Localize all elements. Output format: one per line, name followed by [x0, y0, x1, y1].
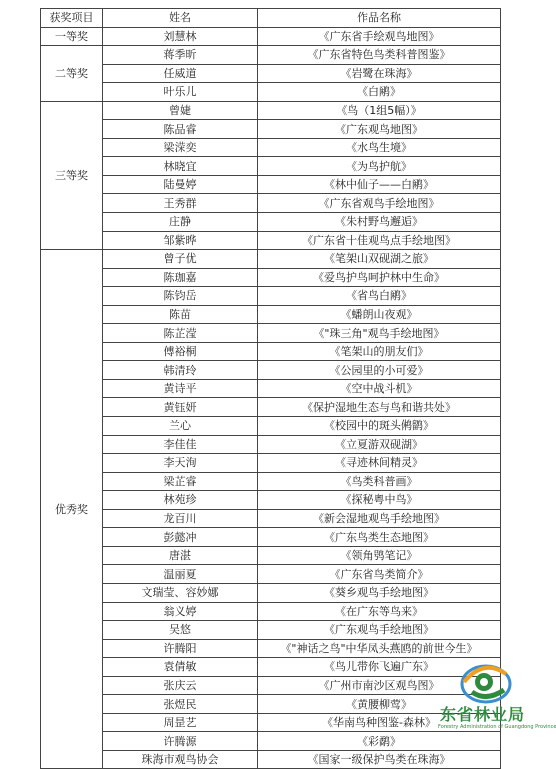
table-row — [41, 342, 501, 361]
work-title-cell: 《岩鹭在珠海》 — [258, 64, 501, 83]
table-row — [41, 565, 501, 584]
winner-name-cell: 庄静 — [103, 213, 258, 232]
winner-name-cell: 唐湛 — [103, 546, 258, 565]
work-title-cell: 《省鸟白鹇》 — [258, 287, 501, 306]
table-row — [41, 509, 501, 528]
award-level-cell: 三等奖 — [41, 101, 103, 249]
table-row — [41, 120, 501, 139]
winner-name-cell: 蒋季昕 — [103, 46, 258, 65]
winner-name-cell: 叶乐儿 — [103, 83, 258, 102]
table-row — [41, 213, 501, 232]
winner-name-cell: 李天洵 — [103, 454, 258, 473]
winner-name-cell: 张煜民 — [103, 695, 258, 714]
winner-name-cell: 林苑珍 — [103, 491, 258, 510]
winner-name-cell: 陈珈嘉 — [103, 268, 258, 287]
work-title-cell: 《空中战斗机》 — [258, 379, 501, 398]
winner-name-cell: 梁芷睿 — [103, 472, 258, 491]
table-row — [41, 417, 501, 436]
table-row — [41, 435, 501, 454]
work-title-cell: 《"神话之鸟"中华凤头燕鸥的前世今生》 — [258, 639, 501, 658]
award-level-cell: 二等奖 — [41, 46, 103, 102]
work-title-cell: 《广东鸟类生态地图》 — [258, 528, 501, 547]
winner-name-cell: 袁倩敏 — [103, 658, 258, 677]
winner-name-cell: 邹紫晔 — [103, 231, 258, 250]
winner-name-cell: 翁义婷 — [103, 602, 258, 621]
winner-name-cell: 吴悠 — [103, 621, 258, 640]
table-row — [41, 379, 501, 398]
work-title-cell: 《广东省手绘观鸟地图》 — [258, 27, 501, 46]
work-title-cell: 《爱鸟护鸟呵护林中生命》 — [258, 268, 501, 287]
winner-name-cell: 黄诗平 — [103, 379, 258, 398]
table-row — [41, 454, 501, 473]
table-row — [41, 305, 501, 324]
winner-name-cell: 许腾阳 — [103, 639, 258, 658]
table-row — [41, 361, 501, 380]
winner-name-cell: 陈芷滢 — [103, 324, 258, 343]
work-title-cell: 《葵乡观鸟手绘地图》 — [258, 583, 501, 602]
table-row — [41, 546, 501, 565]
logo-subtitle: Forestry Administration of Guangdong Province — [438, 724, 556, 730]
work-title-cell: 《笔架山的朋友们》 — [258, 342, 501, 361]
table-row — [41, 472, 501, 491]
forestry-logo — [402, 652, 556, 742]
table-row — [41, 268, 501, 287]
table-row — [41, 231, 501, 250]
table-row — [41, 491, 501, 510]
table-row — [41, 64, 501, 83]
header-name: 姓名 — [103, 9, 258, 28]
table-row — [41, 175, 501, 194]
work-title-cell: 《"珠三角"观鸟手绘地图》 — [258, 324, 501, 343]
work-title-cell: 《国家一级保护鸟类在珠海》 — [258, 750, 501, 769]
winner-name-cell: 曾子优 — [103, 250, 258, 269]
table-header-row — [41, 9, 501, 28]
table-row — [41, 83, 501, 102]
work-title-cell: 《广州市南沙区观鸟图》 — [258, 676, 501, 695]
work-title-cell: 《校园中的斑头鸺鹠》 — [258, 417, 501, 436]
table-row — [41, 287, 501, 306]
winner-name-cell: 陈品睿 — [103, 120, 258, 139]
table-row — [41, 621, 501, 640]
work-title-cell: 《水鸟生境》 — [258, 138, 501, 157]
work-title-cell: 《朱村野鸟邂逅》 — [258, 213, 501, 232]
winner-name-cell: 温丽夏 — [103, 565, 258, 584]
table-row — [41, 138, 501, 157]
winner-name-cell: 任威道 — [103, 64, 258, 83]
work-title-cell: 《华南鸟种图鉴-森林》 — [258, 713, 501, 732]
table-row — [41, 194, 501, 213]
winner-name-cell: 陈钧岳 — [103, 287, 258, 306]
work-title-cell: 《寻迹林间精灵》 — [258, 454, 501, 473]
table-row — [41, 101, 501, 120]
work-title-cell: 《彩鹬》 — [258, 732, 501, 751]
winner-name-cell: 许腾源 — [103, 732, 258, 751]
work-title-cell: 《探秘粤中鸟》 — [258, 491, 501, 510]
work-title-cell: 《笔架山双砚湖之旅》 — [258, 250, 501, 269]
work-title-cell: 《立夏游双砚湖》 — [258, 435, 501, 454]
work-title-cell: 《广东省观鸟手绘地图》 — [258, 194, 501, 213]
work-title-cell: 《鸟类科普画》 — [258, 472, 501, 491]
table-row — [41, 398, 501, 417]
work-title-cell: 《黄腰柳莺》 — [258, 695, 501, 714]
header-work: 作品名称 — [258, 9, 501, 28]
table-row — [41, 46, 501, 65]
winner-name-cell: 梁溁奕 — [103, 138, 258, 157]
winner-name-cell: 龙百川 — [103, 509, 258, 528]
work-title-cell: 《领角鸮笔记》 — [258, 546, 501, 565]
work-title-cell: 《广东省特色鸟类科普图鉴》 — [258, 46, 501, 65]
forestry-emblem-icon — [454, 652, 514, 706]
winner-name-cell: 张庆云 — [103, 676, 258, 695]
table-row — [41, 602, 501, 621]
work-title-cell: 《广东省十佳观鸟点手绘地图》 — [258, 231, 501, 250]
winner-name-cell: 刘慧林 — [103, 27, 258, 46]
winner-name-cell: 陆曼婷 — [103, 175, 258, 194]
winner-name-cell: 韩清玲 — [103, 361, 258, 380]
work-title-cell: 《在广东等鸟来》 — [258, 602, 501, 621]
work-title-cell: 《广东观鸟地图》 — [258, 120, 501, 139]
winner-name-cell: 王秀群 — [103, 194, 258, 213]
award-level-cell: 优秀奖 — [41, 250, 103, 769]
winner-name-cell: 李佳佳 — [103, 435, 258, 454]
table-row — [41, 157, 501, 176]
winner-name-cell: 黄钰妍 — [103, 398, 258, 417]
work-title-cell: 《新会湿地观鸟手绘地图》 — [258, 509, 501, 528]
winner-name-cell: 周昰艺 — [103, 713, 258, 732]
work-title-cell: 《保护湿地生态与鸟和谐共处》 — [258, 398, 501, 417]
work-title-cell: 《为鸟护航》 — [258, 157, 501, 176]
work-title-cell: 《广东省鸟类简介》 — [258, 565, 501, 584]
winner-name-cell: 兰心 — [103, 417, 258, 436]
table-row — [41, 528, 501, 547]
winner-name-cell: 文瑞莹、容妙娜 — [103, 583, 258, 602]
work-title-cell: 《鸟（1组5幅）》 — [258, 101, 501, 120]
work-title-cell: 《林中仙子——白鹇》 — [258, 175, 501, 194]
work-title-cell: 《公园里的小可爱》 — [258, 361, 501, 380]
table-row — [41, 27, 501, 46]
winner-name-cell: 傅裕桐 — [103, 342, 258, 361]
award-level-cell: 一等奖 — [41, 27, 103, 46]
winner-name-cell: 陈苗 — [103, 305, 258, 324]
work-title-cell: 《广东观鸟手绘地图》 — [258, 621, 501, 640]
table-row — [41, 250, 501, 269]
winner-name-cell: 曾婕 — [103, 101, 258, 120]
logo-name: 东省林业局 — [440, 705, 526, 724]
work-title-cell: 《鸟儿带你飞遍广东》 — [258, 658, 501, 677]
winner-name-cell: 珠海市观鸟协会 — [103, 750, 258, 769]
header-award: 获奖项目 — [41, 9, 103, 28]
winner-name-cell: 彭懿冲 — [103, 528, 258, 547]
table-row — [41, 583, 501, 602]
work-title-cell: 《蟠朗山夜观》 — [258, 305, 501, 324]
work-title-cell: 《白鹇》 — [258, 83, 501, 102]
winner-name-cell: 林晓宜 — [103, 157, 258, 176]
table-row — [41, 324, 501, 343]
table-row — [41, 750, 501, 769]
